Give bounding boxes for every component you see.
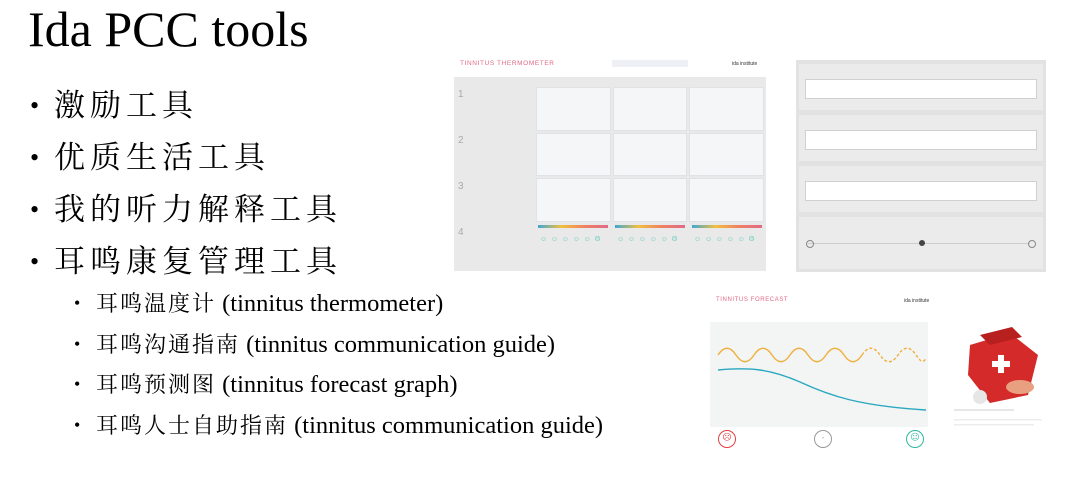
- sub-bullet-thermometer: • 耳鸣温度计 (tinnitus thermometer): [74, 284, 603, 325]
- ida-logo: ida institute: [904, 298, 930, 304]
- form-card: [799, 64, 1043, 110]
- sub-bullet-forecast-graph: • 耳鸣预测图 (tinnitus forecast graph): [74, 365, 603, 406]
- form-card: [799, 115, 1043, 161]
- smiley-scale-icon: ☺ ☺ ☺ ☺ ☺ ☹: [694, 235, 756, 243]
- slider-min-icon: [806, 240, 814, 248]
- question-number: 4: [458, 227, 464, 238]
- ida-logo: ida institute: [732, 61, 758, 67]
- answer-field: [805, 79, 1037, 99]
- forecast-heading: TINNITUS FORECAST: [716, 297, 789, 303]
- bullet-tinnitus-rehab-tools: • 耳鸣康复管理工具: [30, 236, 342, 288]
- question-number: 1: [458, 89, 464, 100]
- thermometer-screenshot: [452, 55, 768, 271]
- thermometer-heading: TINNITUS THERMOMETER: [460, 60, 555, 67]
- name-field-preview: [612, 60, 688, 67]
- bullet-motivation-tools: • 激励工具: [30, 80, 342, 132]
- slide-title: Ida PCC tools: [28, 1, 309, 57]
- slider-max-icon: [1028, 240, 1036, 248]
- rating-gradient: [538, 225, 608, 228]
- smiley-scale-icon: ☺ ☺ ☺ ☺ ☺ ☹: [540, 235, 602, 243]
- bullet-my-hearing-explained-tools: • 我的听力解释工具: [30, 184, 342, 236]
- smiley-scale-icon: ☺ ☺ ☺ ☺ ☺ ☹: [617, 235, 679, 243]
- sub-bullet-communication-guide: • 耳鸣沟通指南 (tinnitus communication guide): [74, 325, 603, 366]
- happy-face-icon: ☺: [906, 430, 924, 448]
- neutral-face-icon: ˗: [814, 430, 832, 448]
- rating-gradient: [692, 225, 762, 228]
- self-help-kit-screenshot: [950, 315, 1045, 455]
- question-number: 2: [458, 135, 464, 146]
- sad-face-icon: ☹: [718, 430, 736, 448]
- answer-field: [805, 130, 1037, 150]
- sub-bullet-list: [74, 284, 603, 446]
- rating-gradient: [615, 225, 685, 228]
- first-aid-kit-icon: [950, 315, 1045, 455]
- thermometer-grid: [536, 87, 764, 222]
- forecast-graph: [710, 322, 940, 427]
- sub-bullet-self-help-guide: • 耳鸣人士自助指南 (tinnitus communication guide): [74, 406, 603, 447]
- form-card: [799, 166, 1043, 212]
- forecast-screenshot: [710, 292, 940, 452]
- slider-handle: [919, 240, 925, 246]
- bullet-quality-of-life-tools: • 优质生活工具: [30, 132, 342, 184]
- question-number: 3: [458, 181, 464, 192]
- answer-field: [805, 181, 1037, 201]
- main-bullet-list: [30, 80, 342, 288]
- communication-guide-screenshot: [796, 60, 1046, 272]
